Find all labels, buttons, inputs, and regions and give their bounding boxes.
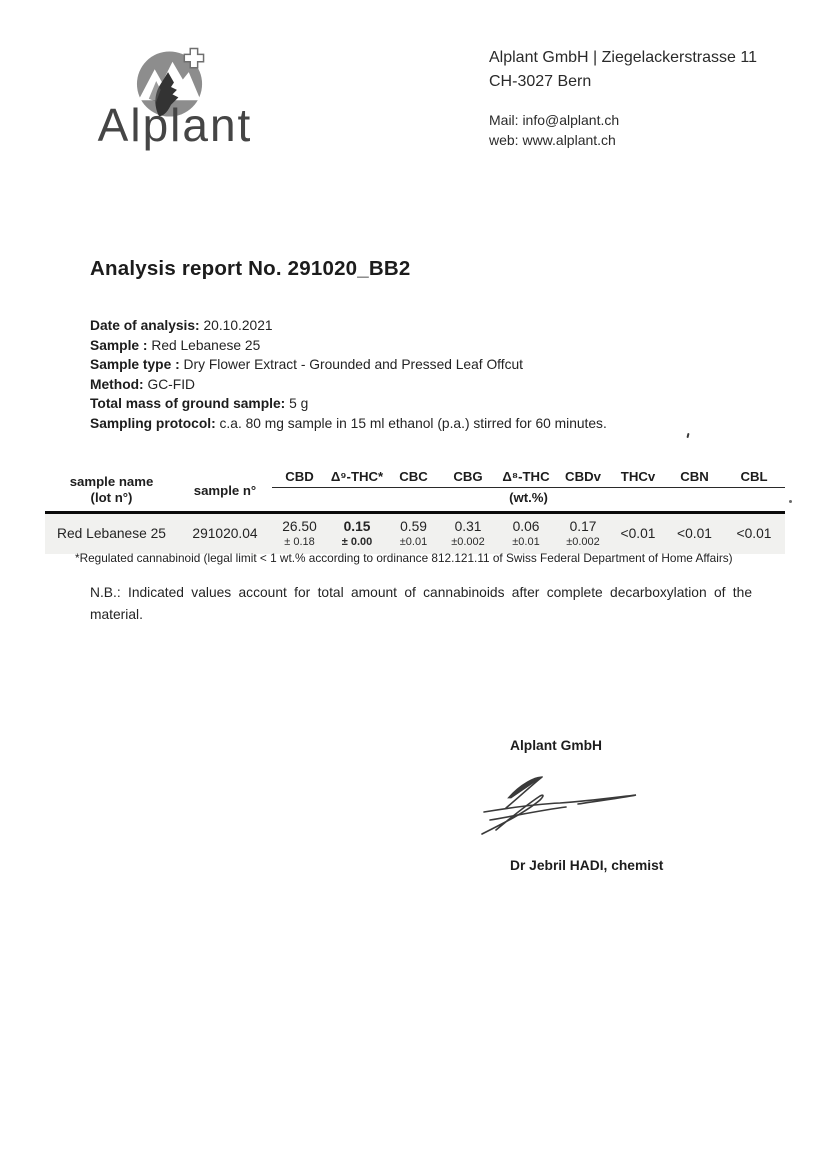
detail-label: Sample type : [90, 357, 180, 372]
col-header-sample-name-main: sample name [69, 474, 154, 489]
brand-wordmark: Alplant [97, 99, 253, 151]
col-header-cbg: CBG [453, 469, 483, 484]
cell-d9-thc [327, 518, 387, 549]
detail-label: Sample : [90, 337, 148, 353]
detail-value: 20.10.2021 [199, 318, 273, 333]
cell-cbd [272, 518, 327, 549]
cell-cbc [387, 518, 440, 549]
nb-note: N.B.: Indicated values account for total amount of cannabinoids after complete decarboxylation of the material. [90, 585, 752, 622]
table-footnote: *Regulated cannabinoid (legal limit < 1 wt.% according to ordinance 812.121.11 of Swiss Federal Department of Home Affairs) [75, 551, 733, 565]
signature-signer: Dr Jebril HADI, chemist [510, 858, 664, 873]
detail-label: Total mass of ground sample: [90, 396, 286, 411]
value: 0.59 [400, 518, 427, 534]
uncertainty: ±0.01 [399, 535, 428, 548]
col-header-thcv: THCv [620, 469, 656, 484]
report-details [90, 316, 750, 433]
value: 0.31 [454, 518, 482, 534]
web-line: web: www.alplant.ch [489, 132, 616, 148]
company-address-block [489, 46, 799, 94]
col-header-lot-no: (lot n°) [90, 490, 133, 505]
unit-label: (wt.%) [509, 490, 548, 505]
detail-sampling-protocol [90, 414, 750, 434]
cell-cbn: <0.01 [677, 525, 712, 541]
table-header [45, 469, 785, 511]
detail-label: Date of analysis: [90, 318, 200, 333]
detail-total-mass [90, 394, 750, 414]
col-header-sample-name [45, 469, 178, 511]
cell-cbg [440, 518, 496, 549]
results-table [45, 469, 785, 554]
detail-label: Sampling protocol: [90, 415, 216, 431]
detail-label: Method: [90, 376, 144, 392]
company-name-line: Alplant GmbH | Ziegelackerstrasse 11 [489, 49, 757, 66]
uncertainty: ±0.01 [512, 535, 540, 548]
detail-value: GC-FID [143, 376, 195, 392]
col-header-d8-thc: Δ⁸-THC [502, 469, 550, 484]
uncertainty: ± 0.18 [284, 535, 315, 548]
cell-d8-thc [496, 518, 556, 549]
company-city-line: CH-3027 Bern [489, 73, 592, 90]
detail-method [90, 375, 750, 395]
cell-sample-name: Red Lebanese 25 [57, 525, 166, 541]
uncertainty: ±0.002 [451, 535, 485, 548]
col-header-cbdv: CBDv [565, 469, 601, 484]
detail-value: c.a. 80 mg sample in 15 ml ethanol (p.a.) stirred for 60 minutes. [215, 415, 607, 431]
uncertainty: ± 0.00 [341, 535, 373, 548]
signature-company: Alplant GmbH [510, 738, 602, 753]
col-header-cbd: CBD [285, 469, 314, 484]
cell-thcv: <0.01 [620, 525, 656, 541]
uncertainty: ±0.002 [566, 535, 600, 548]
detail-value: Red Lebanese 25 [147, 337, 261, 353]
detail-value: Dry Flower Extract - Grounded and Pressed Leaf Offcut [179, 357, 524, 372]
signature-scribble [478, 768, 653, 848]
value: 0.15 [343, 518, 371, 534]
contact-block [489, 110, 799, 150]
cell-cbdv [556, 518, 610, 549]
detail-sample [90, 336, 750, 356]
col-header-cbl: CBL [740, 469, 768, 484]
col-header-cbc: CBC [399, 469, 428, 484]
value: 26.50 [282, 518, 317, 534]
cannabinoid-labels [272, 469, 785, 488]
cell-cbl: <0.01 [736, 525, 772, 541]
scan-speck [686, 433, 689, 438]
detail-sample-type [90, 355, 750, 375]
value: 0.17 [569, 518, 597, 534]
value: 0.06 [512, 518, 540, 534]
mail-line: Mail: info@alplant.ch [489, 112, 620, 128]
cell-sample-no: 291020.04 [192, 525, 258, 541]
col-header-sample-no: sample n° [193, 482, 257, 498]
detail-date-of-analysis [90, 316, 750, 336]
table-row [45, 514, 785, 554]
cannabinoid-header-group [272, 469, 785, 511]
page-title: Analysis report No. 291020_BB2 [90, 257, 411, 280]
col-header-cbn: CBN [680, 469, 709, 484]
col-header-d9-thc: Δ⁹-THC* [330, 469, 384, 484]
detail-value: 5 g [285, 396, 309, 411]
scan-speck [789, 500, 792, 503]
